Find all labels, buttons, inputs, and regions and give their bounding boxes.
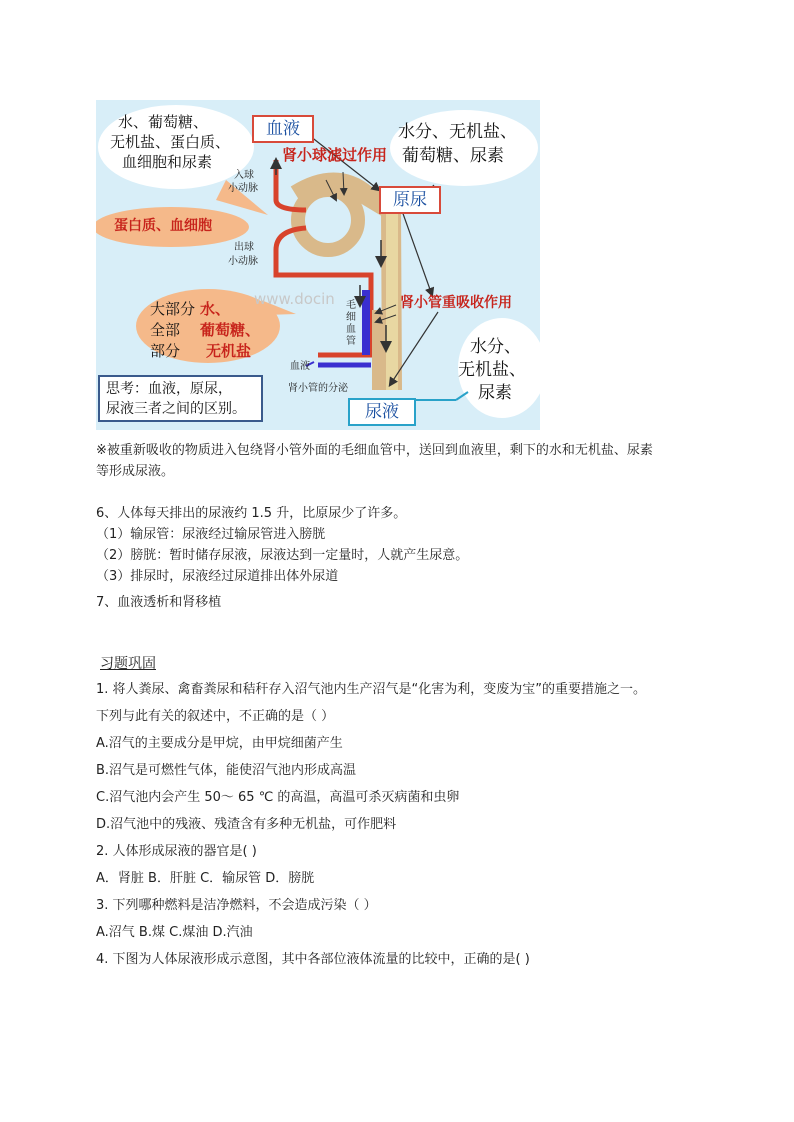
capillary-label-3: 血 — [346, 324, 356, 335]
q2-options: A．肾脏 B．肝脏 C．输尿管 D．膀胱 — [96, 871, 315, 886]
exercise-title: 习题巩固 — [100, 656, 156, 672]
reabsorption-label: 肾小管重吸收作用 — [400, 295, 512, 311]
bubble-blood-line3: 血细胞和尿素 — [122, 153, 213, 171]
q1-option-d: D.沼气池中的残液、残渣含有多种无机盐，可作肥料 — [96, 817, 397, 832]
box-primary-urine: 原尿 — [379, 186, 441, 214]
section-7: 7、血液透析和肾移植 — [96, 595, 222, 610]
bubble-blood-line2: 无机盐、蛋白质、 — [110, 133, 231, 151]
item-urination: （3）排尿时，尿液经过尿道排出体外尿道 — [96, 569, 339, 584]
filtration-label: 肾小球滤过作用 — [282, 146, 388, 164]
reabsorbed-item-3: 无机盐 — [206, 342, 252, 360]
q3-options: A.沼气 B.煤 C.煤油 D.汽油 — [96, 925, 253, 940]
capillary-label-1: 毛 — [346, 300, 356, 311]
urine-contents-1: 水分、 — [470, 337, 521, 357]
q1-line1: 1. 将人粪尿、禽畜粪尿和秸秆存入沼气池内生产沼气是“化害为利，变废为宝”的重要措施之一。 — [96, 682, 647, 697]
box-urine: 尿液 — [348, 398, 416, 426]
reabsorbed-prefix-2: 全部 — [150, 321, 181, 339]
think-line1: 思考：血液，原尿， — [106, 381, 232, 397]
blood-out-label: 血液 — [290, 361, 310, 372]
efferent-label-2: 小动脉 — [228, 256, 258, 267]
reabsorbed-item-1: 水、 — [200, 300, 231, 318]
q4-stem: 4. 下图为人体尿液形成示意图，其中各部位液体流量的比较中，正确的是( ) — [96, 952, 530, 967]
primary-urine-contents-1: 水分、无机盐、 — [398, 122, 517, 142]
watermark: www.docin — [254, 290, 335, 308]
q1-option-b: B.沼气是可燃性气体，能使沼气池内形成高温 — [96, 763, 357, 778]
bubble-filtered-out-text: 蛋白质、血细胞 — [114, 218, 212, 234]
urine-formation-diagram — [96, 100, 540, 430]
afferent-label-1: 入球 — [234, 170, 254, 181]
reabsorbed-prefix-3: 部分 — [150, 342, 181, 360]
note-line-2: 等形成尿液。 — [96, 464, 175, 479]
afferent-label-2: 小动脉 — [228, 183, 258, 194]
secretion-label: 肾小管的分泌 — [288, 383, 348, 394]
box-blood: 血液 — [252, 115, 314, 143]
q1-line2: 下列与此有关的叙述中，不正确的是（ ） — [96, 709, 335, 724]
q1-option-c: C.沼气池内会产生 50～ 65 ℃ 的高温，高温可杀灭病菌和虫卵 — [96, 790, 460, 805]
section-6: 6、人体每天排出的尿液约 1.5 升，比原尿少了许多。 — [96, 506, 407, 521]
efferent-label-1: 出球 — [234, 242, 254, 253]
reabsorbed-prefix-1: 大部分 — [150, 300, 196, 318]
q3-stem: 3. 下列哪种燃料是洁净燃料，不会造成污染（ ） — [96, 898, 377, 913]
urine-contents-3: 尿素 — [478, 383, 512, 403]
item-ureter: （1）输尿管：尿液经过输尿管进入膀胱 — [96, 527, 326, 542]
q2-stem: 2. 人体形成尿液的器官是( ) — [96, 844, 257, 859]
note-line-1: ※被重新吸收的物质进入包绕肾小管外面的毛细血管中，送回到血液里，剩下的水和无机盐、尿素 — [96, 443, 653, 458]
bubble-blood-line1: 水、葡萄糖、 — [118, 113, 209, 131]
think-line2: 尿液三者之间的区别。 — [106, 401, 246, 417]
reabsorbed-item-2: 葡萄糖、 — [200, 321, 261, 339]
urine-contents-2: 无机盐、 — [458, 360, 526, 380]
capillary-label-4: 管 — [346, 336, 356, 347]
capillary-label-2: 细 — [346, 312, 356, 323]
think-box — [98, 375, 263, 422]
item-bladder: （2）膀胱：暂时储存尿液，尿液达到一定量时，人就产生尿意。 — [96, 548, 469, 563]
primary-urine-contents-2: 葡萄糖、尿素 — [402, 146, 504, 166]
q1-option-a: A.沼气的主要成分是甲烷，由甲烷细菌产生 — [96, 736, 343, 751]
